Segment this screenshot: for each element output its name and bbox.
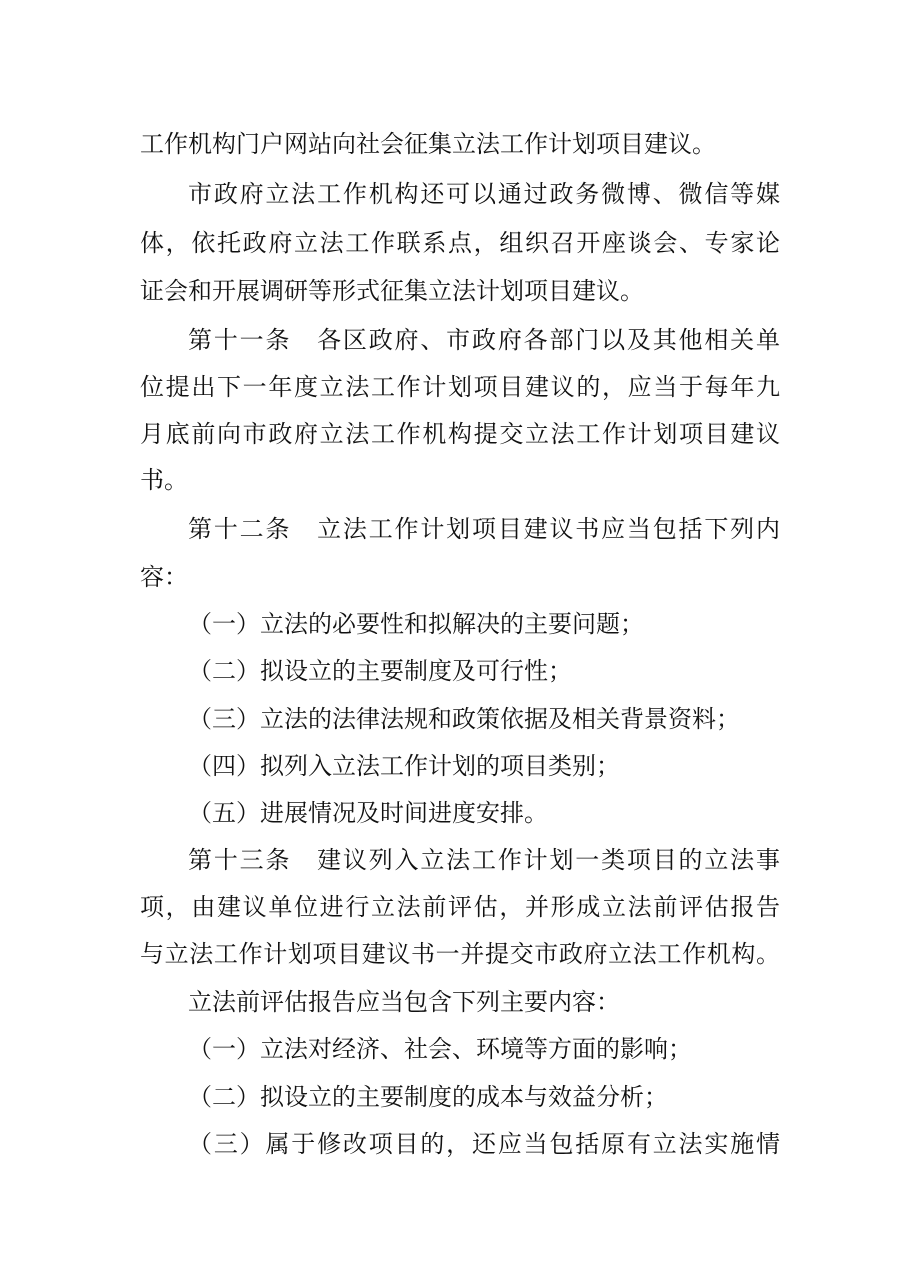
text-line: 第十一条 各区政府、市政府各部门以及其他相关单 — [188, 326, 780, 354]
text-line: 与立法工作计划项目建议书一并提交市政府立法工作机构。 — [140, 940, 780, 968]
text-line: 位提出下一年度立法工作计划项目建议的，应当于每年九 — [140, 373, 780, 401]
list-item: （二）拟设立的主要制度的成本与效益分析； — [188, 1083, 668, 1111]
text-line: 证会和开展调研等形式征集立法计划项目建议。 — [140, 277, 644, 305]
list-item: （三）属于修改项目的，还应当包括原有立法实施情 — [188, 1130, 780, 1158]
text-line: 月底前向市政府立法工作机构提交立法工作计划项目建议 — [140, 420, 780, 448]
list-item: （二）拟设立的主要制度及可行性； — [188, 657, 572, 685]
text-line: 市政府立法工作机构还可以通过政务微博、微信等媒 — [188, 180, 780, 208]
text-line: 第十三条 建议列入立法工作计划一类项目的立法事 — [188, 846, 780, 874]
text-line: 体，依托政府立法工作联系点，组织召开座谈会、专家论 — [140, 229, 780, 257]
text-line: 第十二条 立法工作计划项目建议书应当包括下列内 — [188, 515, 780, 543]
text-line: 容： — [140, 563, 188, 591]
text-line: 项，由建议单位进行立法前评估，并形成立法前评估报告 — [140, 893, 780, 921]
list-item: （三）立法的法律法规和政策依据及相关背景资料； — [188, 705, 740, 733]
list-item: （一）立法对经济、社会、环境等方面的影响； — [188, 1035, 692, 1063]
text-line: 书。 — [140, 466, 188, 494]
list-item: （一）立法的必要性和拟解决的主要问题； — [188, 610, 644, 638]
text-line: 立法前评估报告应当包含下列主要内容： — [188, 988, 620, 1016]
list-item: （四）拟列入立法工作计划的项目类别； — [188, 752, 620, 780]
text-line: 工作机构门户网站向社会征集立法工作计划项目建议。 — [140, 130, 716, 158]
list-item: （五）进展情况及时间进度安排。 — [188, 799, 548, 827]
